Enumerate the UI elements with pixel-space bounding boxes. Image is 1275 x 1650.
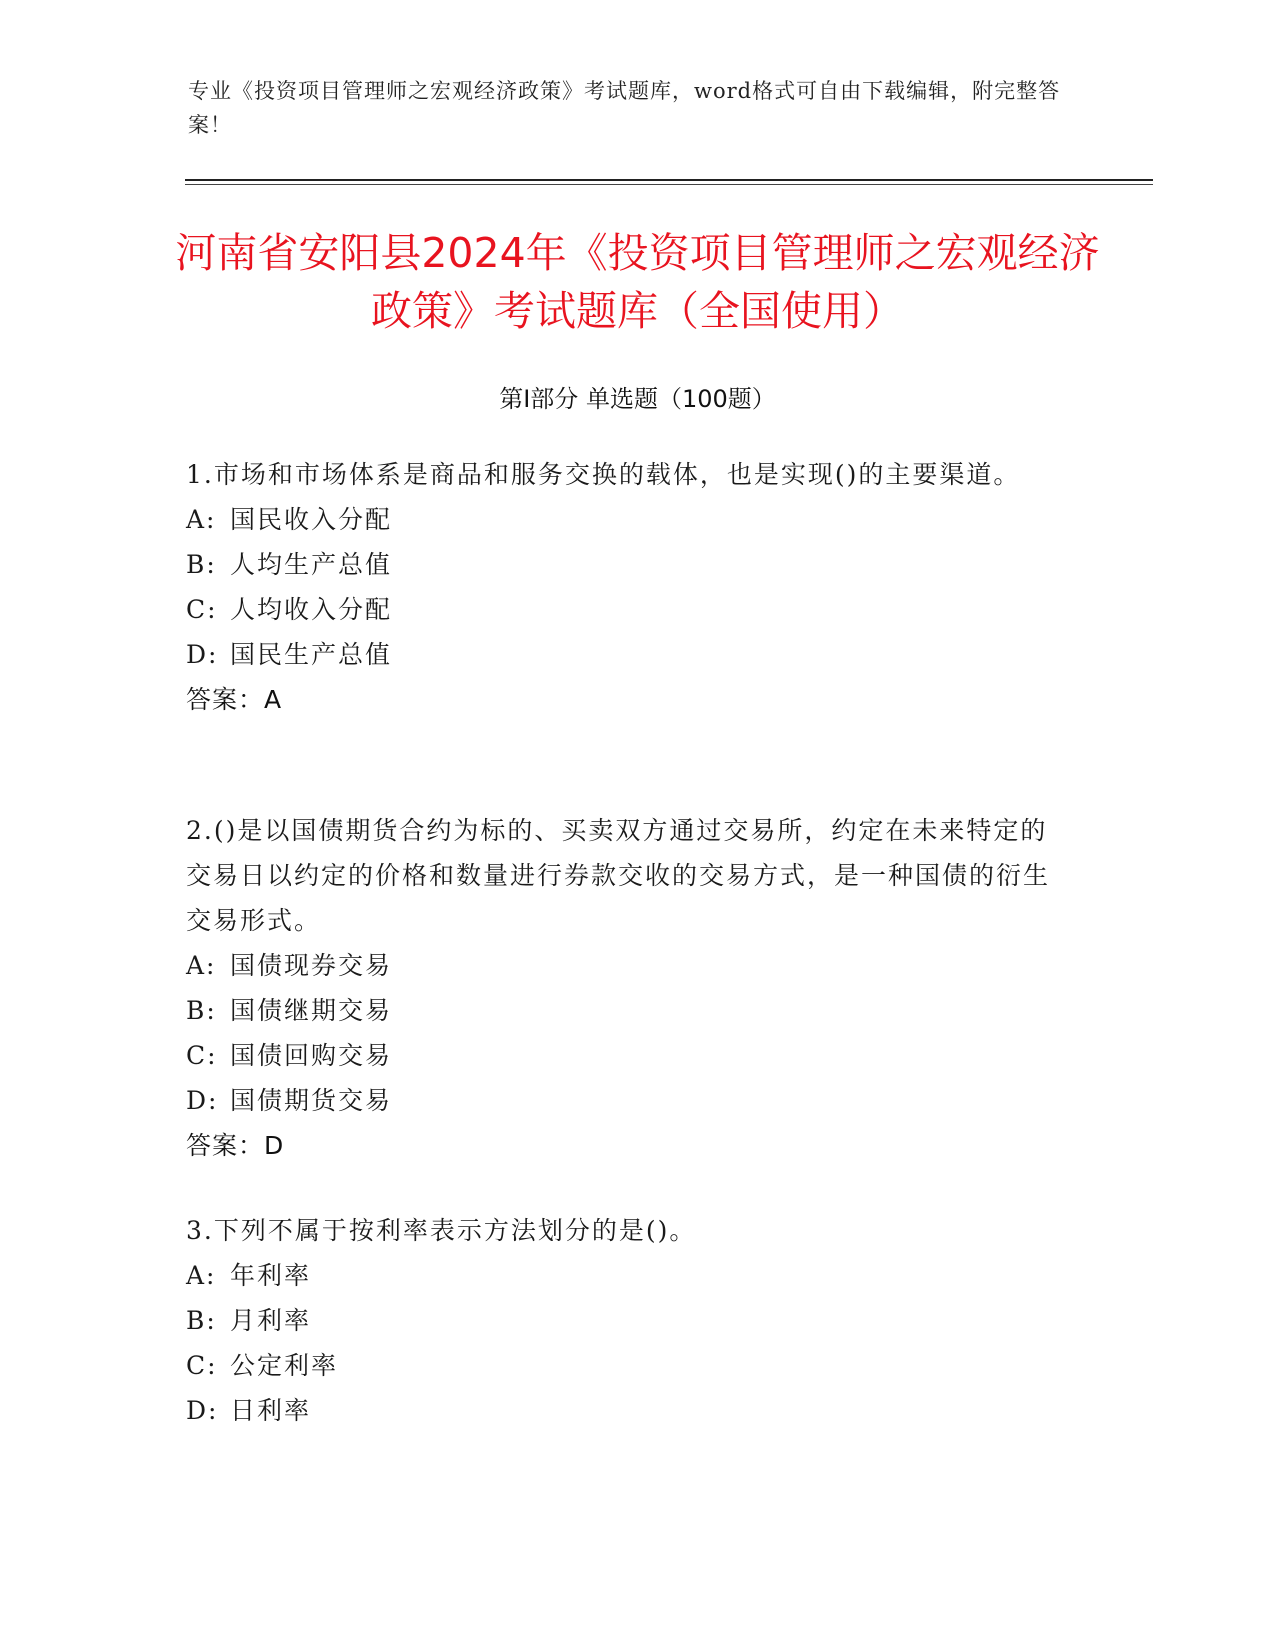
option-text: 人均生产总值 <box>230 550 393 579</box>
option-b <box>186 988 1056 1033</box>
option-d <box>186 632 1056 677</box>
option-letter: A: <box>186 1261 217 1290</box>
option-text: 国债继期交易 <box>230 996 393 1025</box>
option-letter: B: <box>186 1306 217 1335</box>
answer-line: 答案：A <box>186 685 283 714</box>
option-letter: A: <box>186 505 217 534</box>
question-1 <box>186 452 1056 722</box>
option-letter: D: <box>186 640 219 669</box>
option-letter: C: <box>186 595 218 624</box>
option-text: 日利率 <box>230 1396 312 1425</box>
question-stem: 2.()是以国债期货合约为标的、买卖双方通过交易所，约定在未来特定的交易日以约定的价格和数量进行券款交收的交易方式，是一种国债的衍生交易形式。 <box>186 816 1051 935</box>
header-note: 专业《投资项目管理师之宏观经济政策》考试题库，word格式可自由下载编辑，附完整答案！ <box>188 79 1061 137</box>
option-a <box>186 1253 1056 1298</box>
option-text: 人均收入分配 <box>230 595 393 624</box>
option-b <box>186 542 1056 587</box>
option-text: 国债回购交易 <box>230 1041 393 1070</box>
option-letter: C: <box>186 1351 218 1380</box>
option-d <box>186 1078 1056 1123</box>
option-text: 国债期货交易 <box>230 1086 393 1115</box>
document-title: 河南省安阳县2024年《投资项目管理师之宏观经济政策》考试题库（全国使用） <box>175 229 1100 335</box>
header-divider-thin <box>185 184 1153 185</box>
option-d <box>186 1388 1056 1433</box>
question-stem: 3.下列不属于按利率表示方法划分的是()。 <box>186 1216 697 1245</box>
option-a <box>186 497 1056 542</box>
question-3 <box>186 1208 1056 1433</box>
option-text: 年利率 <box>230 1261 312 1290</box>
option-text: 国债现券交易 <box>230 951 393 980</box>
question-2 <box>186 808 1056 1168</box>
header-divider-thick <box>185 179 1153 181</box>
option-c <box>186 1343 1056 1388</box>
option-letter: B: <box>186 550 217 579</box>
section-title: 第I部分 单选题（100题） <box>499 385 776 413</box>
question-stem: 1.市场和市场体系是商品和服务交换的载体，也是实现()的主要渠道。 <box>186 460 1021 489</box>
option-text: 国民收入分配 <box>230 505 393 534</box>
option-letter: D: <box>186 1086 219 1115</box>
option-a <box>186 943 1056 988</box>
option-letter: B: <box>186 996 217 1025</box>
option-letter: C: <box>186 1041 218 1070</box>
option-text: 国民生产总值 <box>230 640 393 669</box>
option-c <box>186 587 1056 632</box>
option-text: 月利率 <box>230 1306 312 1335</box>
option-letter: D: <box>186 1396 219 1425</box>
option-c <box>186 1033 1056 1078</box>
answer-line: 答案：D <box>186 1131 285 1160</box>
option-text: 公定利率 <box>230 1351 339 1380</box>
option-letter: A: <box>186 951 217 980</box>
option-b <box>186 1298 1056 1343</box>
